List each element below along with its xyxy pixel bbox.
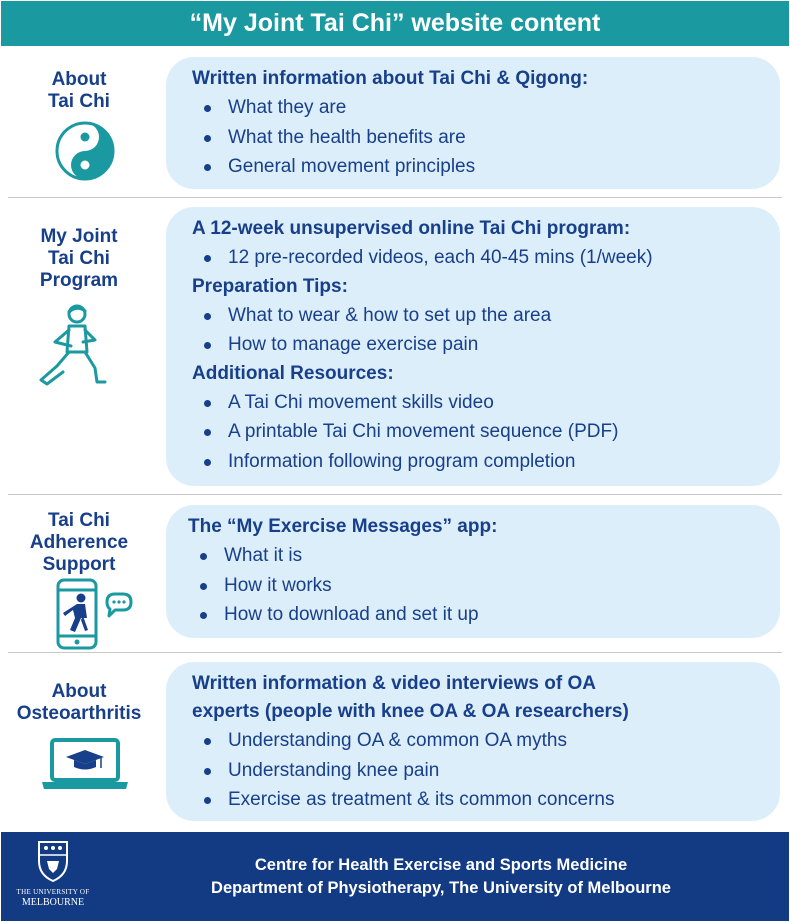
footer-text: [121, 854, 761, 900]
bullet-list: [192, 726, 770, 815]
list-item: What the health benefits are: [192, 123, 770, 153]
panel-program: [166, 207, 780, 486]
yin-yang-icon: [55, 121, 115, 181]
panel-heading: A 12-week unsupervised online Tai Chi program:: [192, 218, 631, 239]
footer-line: Centre for Health Exercise and Sports Medicine: [254, 856, 628, 874]
laptop-graduation-icon: [40, 737, 130, 792]
footer-line: Department of Physiotherapy, The University of Melbourne: [211, 879, 671, 897]
bullet-list: [192, 301, 770, 360]
tai-chi-figure-icon: [35, 302, 111, 390]
section-divider: [8, 494, 782, 495]
panel-about-tai-chi: [166, 57, 780, 189]
list-item: 12 pre-recorded videos, each 40-45 mins (1/week): [192, 243, 770, 273]
list-item: What to wear & how to set up the area: [192, 301, 770, 331]
list-item: How to download and set it up: [188, 600, 770, 630]
section-label-program: My Joint Tai Chi Program: [39, 226, 119, 291]
section-label-about-tai-chi: About Tai Chi: [48, 69, 110, 112]
list-item: A printable Tai Chi movement sequence (PDF): [192, 417, 770, 447]
logo-text: THE UNIVERSITY OF: [16, 888, 90, 896]
footer: [1, 832, 789, 921]
panel-heading: The “My Exercise Messages” app:: [188, 516, 498, 537]
section-label-osteoarthritis: About Osteoarthritis: [16, 681, 142, 724]
logo-text: MELBOURNE: [21, 897, 85, 908]
panel-osteoarthritis: [166, 662, 780, 821]
university-logo: [15, 839, 91, 908]
section-divider: [8, 652, 782, 653]
panel-adherence: [166, 505, 780, 638]
panel-heading: Written information & video interviews of OA: [192, 673, 596, 694]
list-item: A Tai Chi movement skills video: [192, 388, 770, 418]
list-item: How it works: [188, 571, 770, 601]
section-label-adherence: Tai Chi Adherence Support: [29, 510, 129, 575]
page-title: “My Joint Tai Chi” website content: [1, 1, 789, 46]
list-item: General movement principles: [192, 152, 770, 182]
panel-heading: Written information about Tai Chi & Qigong:: [192, 68, 589, 89]
list-item: Information following program completion: [192, 447, 770, 477]
panel-heading: experts (people with knee OA & OA researchers): [192, 701, 629, 722]
bullet-list: [192, 243, 770, 273]
list-item: Understanding knee pain: [192, 756, 770, 786]
university-crest-icon: [35, 839, 71, 883]
list-item: What it is: [188, 541, 770, 571]
list-item: What they are: [192, 93, 770, 123]
section-divider: [8, 197, 782, 198]
list-item: Understanding OA & common OA myths: [192, 726, 770, 756]
panel-heading: Additional Resources:: [192, 362, 394, 384]
list-item: How to manage exercise pain: [192, 330, 770, 360]
phone-message-icon: [55, 578, 133, 652]
bullet-list: [192, 388, 770, 477]
list-item: Exercise as treatment & its common concerns: [192, 785, 770, 815]
bullet-list: [192, 93, 770, 182]
bullet-list: [188, 541, 770, 630]
panel-heading: Preparation Tips:: [192, 275, 348, 297]
